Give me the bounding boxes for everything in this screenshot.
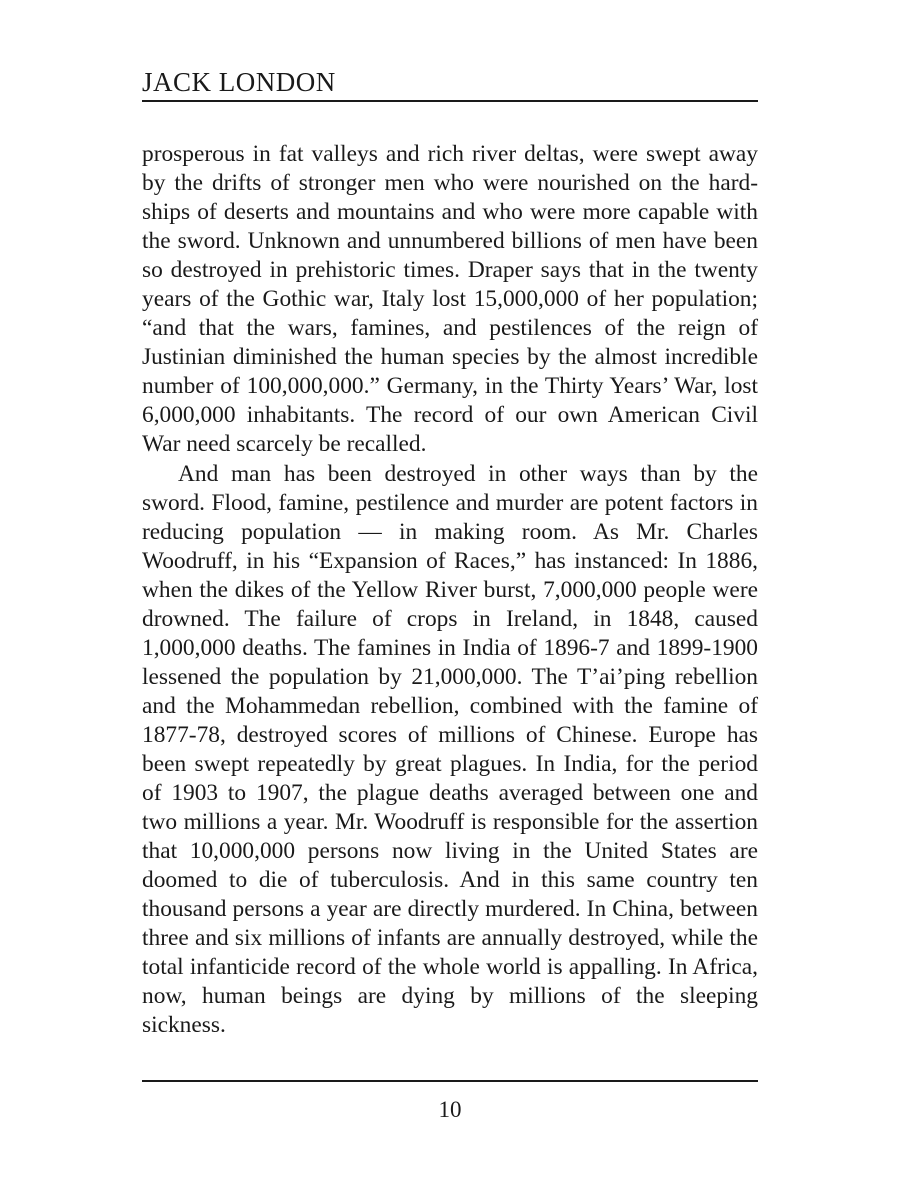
paragraph-1: prosperous in fat valleys and rich river deltas, were swept away by the drifts of stronger men who were nourished on the hardships of deserts and mountains and who were more capable with the sword. Unknown and unnumbered billions of men have been so destroyed in prehistoric times. Draper says that in the twenty years of the Gothic war, Italy lost 15,000,000 of her population; “and that the wars, famines, and pestilences of the reign of Justinian diminished the human species by the almost incredible number of 100,000,000.” Germany, in the Thirty Years’ War, lost 6,000,000 inhabitants. The record of our own American Civil War need scarcely be recalled.: [142, 141, 758, 458]
paragraph-2: And man has been destroyed in other ways than by the sword. Flood, famine, pestilence and murder are potent factors in reducing population — in making room. As Mr. Charles Woodruff, in his “Expansion of Races,” has instanced: In 1886, when the dikes of the Yellow River burst, 7,000,000 people were drowned. The failure of crops in Ireland, in 1848, caused 1,000,000 deaths. The famines in India of 1896-7 and 1899-1900 lessened the population by 21,000,000. The T’ai’ping rebellion and the Mohammedan rebellion, combined with the famine of 1877-78, destroyed scores of millions of Chinese. Europe has been swept repeatedly by great plagues. In India, for the period of 1903 to 1907, the plague deaths averaged between one and two millions a year. Mr. Woodruff is responsible for the assertion that 10,000,000 persons now living in the United States are doomed to die of tuberculosis. And in this same country ten thousand persons a year are directly murdered. In China, between three and six millions of infants are annually destroyed, while the total infanticide record of the whole world is appalling. In Africa, now, human beings are dying by millions of the sleeping sickness.: [142, 460, 758, 1039]
page-number: 10: [438, 1097, 462, 1122]
running-header-title: JACK LONDON: [142, 67, 336, 97]
header-rule: [142, 100, 758, 102]
body-text: [142, 140, 758, 1040]
footer-rule: [142, 1080, 758, 1082]
